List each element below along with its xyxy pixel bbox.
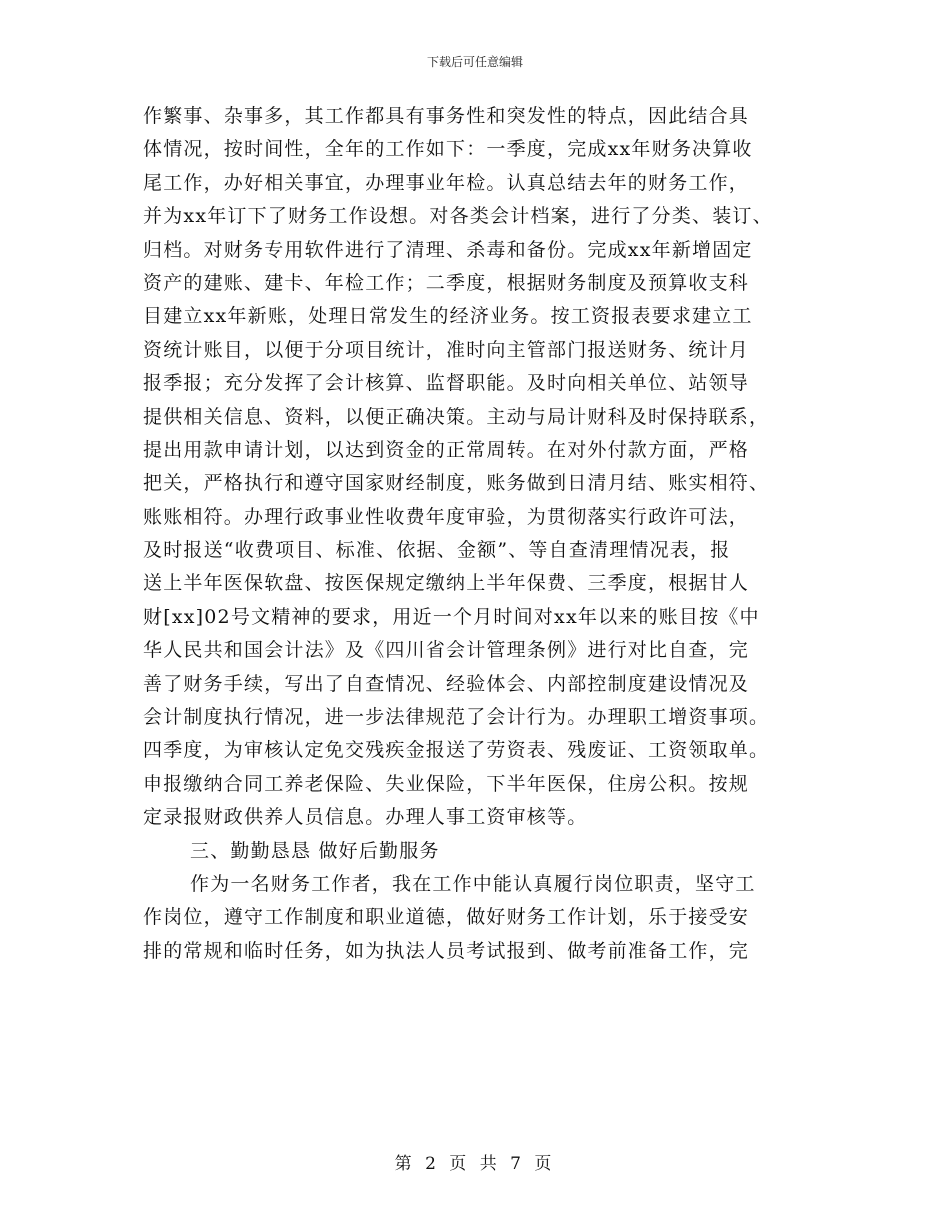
text-line: 财[xx]02号文精神的要求，用近一个月时间对xx年以来的账目按《中 bbox=[143, 605, 760, 628]
text-line: 申报缴纳合同工养老保险、失业保险，下半年医保，住房公积。按规 bbox=[143, 772, 750, 795]
text-line: 账账相符。办理行政事业性收费年度审验，为贯彻落实行政许可法， bbox=[143, 505, 750, 528]
text-line: 会计制度执行情况，进一步法律规范了会计行为。办理职工增资事项。 bbox=[143, 706, 770, 729]
text-line: 资统计账目，以便于分项目统计，准时向主管部门报送财务、统计月 bbox=[143, 338, 750, 361]
text-line: 送上半年医保软盘、按医保规定缴纳上半年保费、三季度，根据甘人 bbox=[143, 572, 750, 595]
text-line: 提出用款申请计划，以达到资金的正常周转。在对外付款方面，严格 bbox=[143, 438, 750, 461]
text-line: 目建立xx年新账，处理日常发生的经济业务。按工资报表要求建立工 bbox=[143, 305, 753, 328]
text-line: 排的常规和临时任务，如为执法人员考试报到、做考前准备工作，完 bbox=[143, 939, 750, 962]
text-line: 四季度，为审核认定免交残疾金报送了劳资表、残废证、工资领取单。 bbox=[143, 739, 770, 762]
text-line: 作岗位，遵守工作制度和职业道德，做好财务工作计划，乐于接受安 bbox=[143, 906, 750, 929]
text-line: 并为xx年订下了财务工作设想。对各类会计档案，进行了分类、装订、 bbox=[143, 205, 773, 228]
document-body bbox=[143, 100, 811, 968]
page-header-note: 下载后可任意编辑 bbox=[426, 55, 523, 69]
text-line: 报季报；充分发挥了会计核算、监督职能。及时向相关单位、站领导 bbox=[143, 372, 750, 395]
text-line: 善了财务手续，写出了自查情况、经验体会、内部控制度建设情况及 bbox=[143, 672, 750, 695]
text-line: 把关，严格执行和遵守国家财经制度，账务做到日清月结、账实相符、 bbox=[143, 472, 770, 495]
text-line: 定录报财政供养人员信息。办理人事工资审核等。 bbox=[143, 806, 588, 829]
text-line: 体情况，按时间性，全年的工作如下：一季度，完成xx年财务决算收 bbox=[143, 138, 753, 161]
text-line: 资产的建账、建卡、年检工作；二季度，根据财务制度及预算收支科 bbox=[143, 271, 750, 294]
text-line: 尾工作，办好相关事宜，办理事业年检。认真总结去年的财务工作， bbox=[143, 171, 750, 194]
page-number: 第 2 页 共 7 页 bbox=[394, 1154, 556, 1174]
text-line: 及时报送“收费项目、标准、依据、金额”、等自查清理情况表，报 bbox=[143, 539, 731, 562]
text-line: 归档。对财务专用软件进行了清理、杀毒和备份。完成xx年新增固定 bbox=[143, 238, 753, 261]
text-line: 华人民共和国会计法》及《四川省会计管理条例》进行对比自查，完 bbox=[143, 639, 750, 662]
text-line: 提供相关信息、资料，以便正确决策。主动与局计财科及时保持联系， bbox=[143, 405, 770, 428]
text-line: 作为一名财务工作者，我在工作中能认真履行岗位职责，坚守工 bbox=[190, 872, 756, 895]
text-line: 三、勤勤恳恳 做好后勤服务 bbox=[190, 839, 440, 862]
text-line: 作繁事、杂事多，其工作都具有事务性和突发性的特点，因此结合具 bbox=[143, 105, 750, 127]
